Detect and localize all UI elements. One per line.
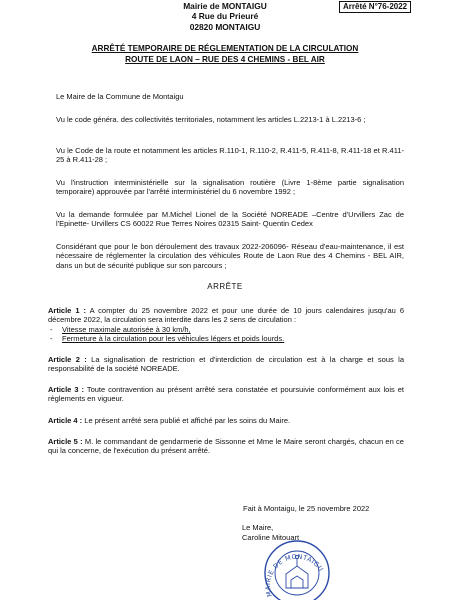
article-3-label: Article 3 : [48, 385, 84, 394]
article-1-item-2: - Fermeture à la circulation pour les véhicules légers et poids lourds. [62, 334, 404, 343]
signatory-role: Le Maire, [242, 523, 274, 532]
article-3 [48, 385, 404, 404]
signatory-name: Caroline Mitouart [242, 532, 300, 542]
article-1-item-1: - Vitesse maximale autorisée à 30 km/h, [62, 325, 404, 334]
article-4-label: Article 4 : [48, 416, 83, 425]
mairie-seal [262, 538, 332, 600]
mairie-name: Mairie de MONTAIGU [183, 1, 267, 11]
article-3-text: Toute contravention au présent arrêté sera constatée et poursuivie conformément aux lois et règlements en vigueur. [48, 385, 405, 404]
arrete-heading: ARRÊTE [207, 282, 243, 291]
preamble-vu-1: Vu le code généra. des collectivités territoriales, notamment les articles L.2213-1 à L.2213-6 ; [56, 115, 366, 124]
preamble-vu-2: Vu le Code de la route et notamment les articles R.110-1, R.110-2, R.411-5, R.411-8, R.411-18 et R.411-25 à R.411-28 ; [56, 146, 404, 165]
arrete-number-box: Arrêté N°76-2022 [339, 1, 411, 13]
article-4-text: Le présent arrêté sera publié et affiché par les soins du Maire. [82, 416, 291, 425]
article-1-label: Article 1 : [48, 306, 86, 315]
preamble-vu-3: Vu l'instruction interministérielle sur la signalisation routière (Livre 1-8ème partie signalisation temporaire) approuvée par l'arrêté interministériel du 6 novembre 1992 ; [56, 178, 404, 197]
preamble-vu-4: Vu la demande formulée par M.Michel Lionel de la Société NOREADE –Centre d'Urvillers Zac de l'Epinette- Urvillers CS 60022 Rue Terres Noires 02315 Saint- Quentin Cedex [56, 210, 404, 229]
article-5-text: M. le commandant de gendarmerie de Sissonne et Mme le Maire seront chargés, chacun en ce qui la concerne, de l'exécution du présent arrêté. [48, 437, 404, 456]
article-5-label: Article 5 : [48, 437, 83, 446]
mairie-street: 4 Rue du Prieuré [191, 11, 259, 22]
letterhead [150, 1, 300, 32]
article-2 [48, 355, 404, 374]
preamble-maire: Le Maire de la Commune de Montaigu [56, 92, 184, 101]
article-2-label: Article 2 : [48, 355, 87, 364]
article-1-text: A compter du 25 novembre 2022 et pour une durée de 10 jours calendaires jusqu'au 6 décembre 2022, la circulation sera interdite dans les 2 sens de circulation : [48, 306, 404, 325]
article-1 [48, 306, 404, 344]
title-line-2: ROUTE DE LAON – RUE DES 4 CHEMINS - BEL AIR [125, 55, 325, 64]
document-title [60, 43, 390, 65]
article-4 [48, 416, 404, 425]
seal-text: MAIRIE DE MONTAIGU [263, 552, 326, 598]
article-2-text: La signalisation de restriction et d'interdiction de circulation est à la charge et sous la responsabilité de la société NOREADE. [48, 355, 404, 374]
article-5 [48, 437, 404, 456]
mairie-postal: 02820 MONTAIGU [189, 21, 261, 32]
article-1-list [48, 325, 404, 344]
place-date: Fait à Montaigu, le 25 novembre 2022 [243, 504, 370, 513]
preamble-considerant: Considérant que pour le bon déroulement des travaux 2022-206096- Réseau d'eau-maintenance, il est nécessaire de réglementer la circulation des véhicules Route de Laon Rue des 4 Chemins - BEL AIR, dans un but de sécurité publique sur son parcours ; [56, 242, 404, 270]
title-line-1: ARRÊTÉ TEMPORAIRE DE RÉGLEMENTATION DE LA CIRCULATION [91, 44, 359, 53]
